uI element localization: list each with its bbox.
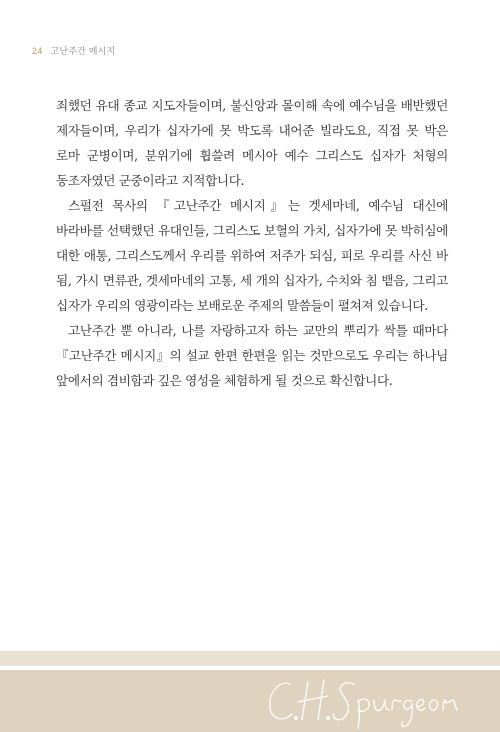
running-header <box>32 44 115 57</box>
paragraph-book-summary: 스펄전 목사의 『고난주간 메시지』는 겟세마네, 예수님 대신에 바라바를 선택했던 유대인들, 그리스도 보혈의 가치, 십자가에 못 박히심에 대한 애통, 그리스도께서 우리를 위하여 저주가 되심, 피로 우리를 사신 바 됨, 가시 면류관, 겟세마네의 고통, 세 개의 십자가, 수치와 침 뱉음, 그리고 십자가 우리의 영광이라는 보배로운 주제의 말씀들이 펼쳐져 있습니다. <box>56 198 448 313</box>
body-text <box>56 93 448 393</box>
paragraph-closing: 고난주간 뿐 아니라, 나를 자랑하고자 하는 교만의 뿌리가 싹틀 때마다 『고난주간 메시지』의 설교 한편 한편을 읽는 것만으로도 우리는 하나님 앞에서의 겸비함과 깊은 영성을 체험하게 될 것으로 확신합니다. <box>56 323 448 388</box>
page-number: 24 <box>32 46 43 56</box>
paragraph-continued: 죄했던 유대 종교 지도자들이며, 불신앙과 몰이해 속에 예수님을 배반했던 제자들이며, 우리가 십자가에 못 박도록 내어준 빌라도요, 직접 못 박은 로마 군병이며, 분위기에 휩쓸려 메시아 예수 그리스도 십자가 처형의 동조자였던 군중이라고 지적합니다. <box>56 98 448 188</box>
signature-graphic <box>262 662 482 732</box>
book-title: 고난주간 메시지 <box>50 46 116 56</box>
